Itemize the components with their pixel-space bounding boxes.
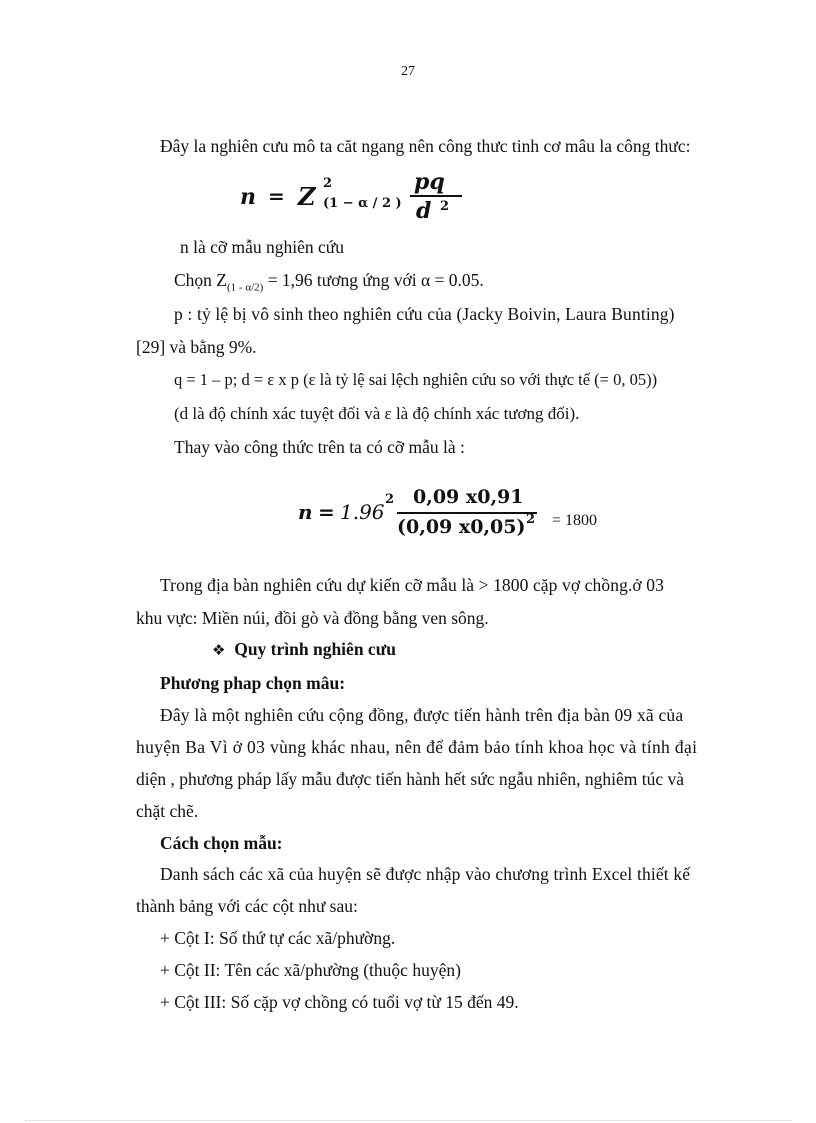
heading-sampling-way: Cách chọn mẫu: [160,833,283,853]
chon-value: = 1,96 tương ứng với α = 0.05. [263,270,484,290]
column-item-1: + Cột I: Số thứ tự các xã/phường. [160,928,396,948]
calc-eq: = [318,500,335,524]
calc-den-sup: 2 [526,512,536,527]
line-q-definition: q = 1 – p; d = ε x p (ε là tỷ lệ sai lệch nghiên cứu so với thực tế (= 0, 05)) [174,370,658,389]
line-thay-vao: Thay vào công thức trên ta có cỡ mẫu là : [174,437,465,457]
formula-numerator: pq [414,169,445,195]
column-item-2: + Cột II: Tên các xã/phường (thuộc huyện) [160,960,461,980]
paragraph-sample-area-cont: khu vực: Miền núi, đồi gò và đồng bằng ven sông. [136,608,489,628]
line-d-definition: (d là độ chính xác tuyệt đối và ε là độ chính xác tương đối). [174,404,580,423]
formula-denominator: d [416,198,432,224]
line-p-reference: [29] và bằng 9%. [136,337,257,357]
formula-n: n [240,184,256,210]
calc-n: n [298,500,313,524]
paragraph-list-2: thành bảng với các cột như sau: [136,896,358,916]
calc-base-sup: 2 [385,492,395,507]
page-number: 27 [401,64,415,79]
diamond-bullet-icon: ❖ [212,641,226,659]
formula-z: Z [298,182,316,211]
formula-den-sup: 2 [440,199,450,214]
paragraph-community-3: diện , phương pháp lấy mẫu được tiến hành hết sức ngẫu nhiên, nghiêm túc và [136,769,685,789]
intro-paragraph: Đây la nghiên cưu mô ta căt ngang nên công thưc tinh cơ mâu la công thưc: [160,136,691,156]
calc-numerator: 0,09 x0,91 [413,486,524,508]
formula-fraction-bar [410,195,462,197]
line-n-definition: n là cỡ mẫu nghiên cứu [180,237,345,257]
formula-z-sub: (1 − α / 2 ) [323,196,402,211]
calc-denominator: (0,09 x0,05) [397,516,526,538]
calc-result: = 1800 [552,512,598,529]
line-p-definition: p : tỷ lệ bị vô sinh theo nghiên cứu của (Jacky Boivin, Laura Bunting) [174,304,675,324]
heading-research-process-label: Quy trình nghiên cưu [234,639,396,659]
chon-text: Chọn Z [174,270,227,290]
paragraph-list-1: Danh sách các xã của huyện sẽ được nhập vào chương trình Excel thiết kế [160,864,691,884]
formula-z-sup: 2 [323,176,333,191]
column-item-3: + Cột III: Số cặp vợ chồng có tuổi vợ từ 15 đến 49. [160,992,519,1012]
paragraph-community-1: Đây là một nghiên cứu cộng đồng, được tiến hành trên địa bàn 09 xã của [160,705,684,725]
paragraph-sample-area: Trong địa bàn nghiên cứu dự kiến cỡ mẫu là > 1800 cặp vợ chồng.ở 03 [160,575,664,595]
heading-sampling-method: Phương phap chọn mâu: [160,673,346,693]
calc-fraction-bar [397,512,537,514]
formula-eq: = [268,184,285,208]
calc-base: 1.96 [340,500,385,524]
paragraph-community-4: chặt chẽ. [136,801,199,821]
chon-subscript: (1 - α/2) [227,281,264,294]
page-bottom-divider [25,1120,791,1121]
line-chon-z [174,270,484,298]
paragraph-community-2: huyện Ba Vì ở 03 vùng khác nhau, nên để đảm bảo tính khoa học và tính đại [136,737,698,757]
heading-research-process [212,639,396,660]
